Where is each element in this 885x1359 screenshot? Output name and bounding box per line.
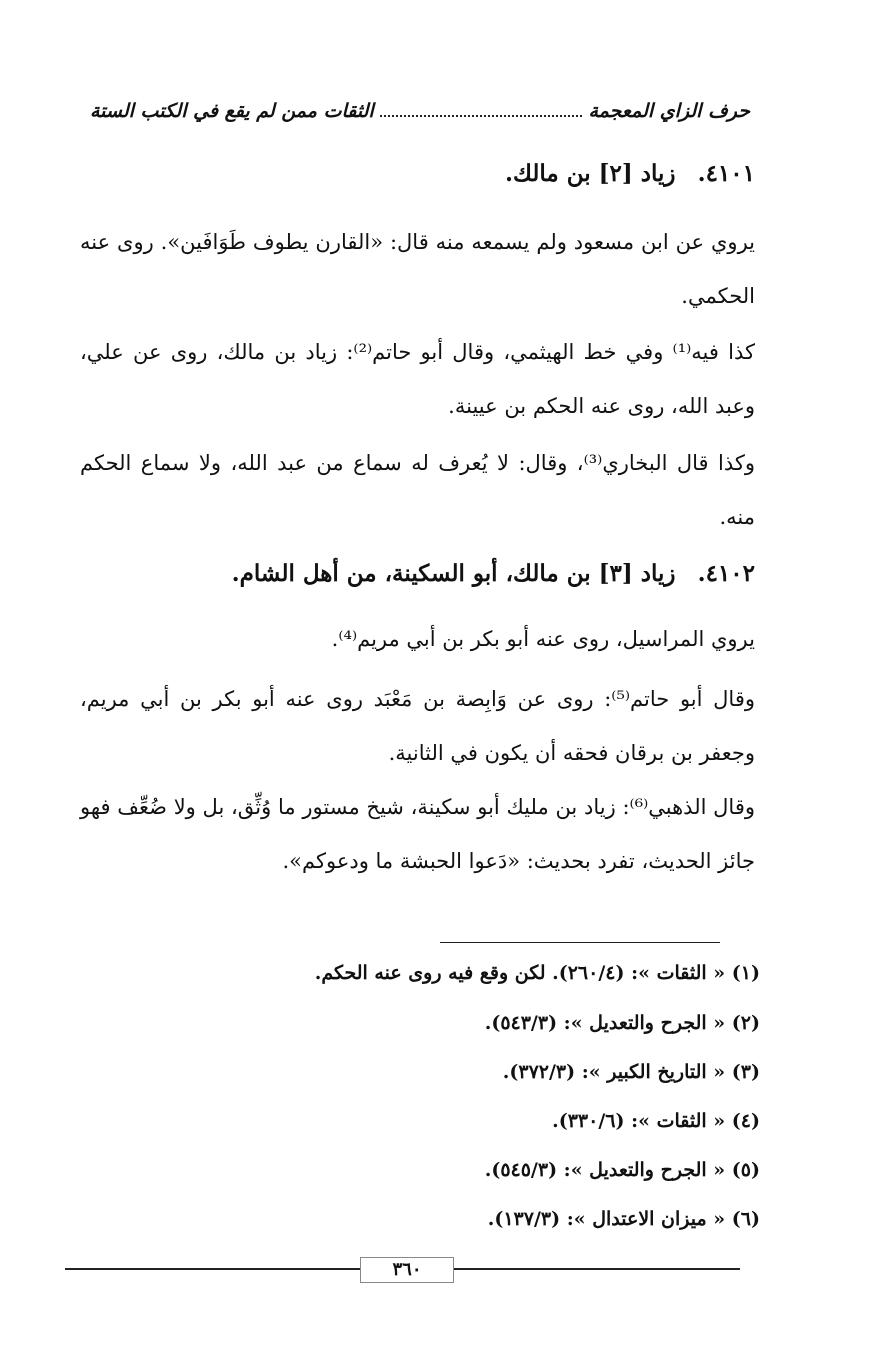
entry-heading bbox=[232, 560, 755, 587]
header-book-title: الثقات ممن لم يقع في الكتب الستة bbox=[90, 100, 374, 122]
entry-number: ٤١٠١. bbox=[697, 160, 755, 187]
header-dotted-leader bbox=[380, 105, 583, 117]
footnote: (٤) « الثقات »: (٣٣٠/٦). bbox=[552, 1110, 760, 1132]
entry-title: زياد [٢] بن مالك. bbox=[504, 160, 676, 187]
entry-heading bbox=[505, 160, 755, 187]
footnote: (٦) « ميزان الاعتدال »: (١٣٧/٣). bbox=[487, 1208, 760, 1230]
entry-paragraph: وقال أبو حاتم⁽⁵⁾: روى عن وَابِصة بن مَعْبَد روى عنه أبو بكر بن أبي مريم، وجعفر بن برقان فحقه أن يكون في الثانية. bbox=[80, 687, 755, 765]
entry-paragraph: كذا فيه⁽¹⁾ وفي خط الهيثمي، وقال أبو حاتم⁽²⁾: زياد بن مالك، روى عن علي، وعبد الله، روى عنه الحكم بن عيينة. bbox=[80, 340, 755, 418]
entry-paragraph: يروي المراسيل، روى عنه أبو بكر بن أبي مريم⁽⁴⁾. bbox=[331, 627, 755, 651]
page-number: ٣٦٠ bbox=[360, 1257, 454, 1283]
footnote-separator bbox=[440, 942, 720, 943]
footnote: (٢) « الجرح والتعديل »: (٥٤٣/٣). bbox=[484, 1012, 760, 1034]
entry-title: زياد [٣] بن مالك، أبو السكينة، من أهل الشام. bbox=[231, 560, 676, 587]
entry-paragraph: يروي عن ابن مسعود ولم يسمعه منه قال: «القارن يطوف طَوَافَين». روى عنه الحكمي. bbox=[80, 230, 755, 308]
footnote: (٥) « الجرح والتعديل »: (٥٤٥/٣). bbox=[484, 1159, 760, 1181]
entry-number: ٤١٠٢. bbox=[697, 560, 755, 587]
entry-paragraph: وقال الذهبي⁽⁶⁾: زياد بن مليك أبو سكينة، شيخ مستور ما وُثِّق، بل ولا ضُعِّف فهو جائز الحديث، تفرد بحديث: «دَعوا الحبشة ما ودعوكم». bbox=[80, 795, 755, 873]
entry-paragraph: وكذا قال البخاري⁽³⁾، وقال: لا يُعرف له سماع من عبد الله، ولا سماع الحكم منه. bbox=[80, 451, 755, 529]
running-header bbox=[90, 100, 750, 122]
footnote: (٣) « التاريخ الكبير »: (٣٧٢/٣). bbox=[502, 1061, 760, 1083]
header-chapter-title: حرف الزاي المعجمة bbox=[588, 100, 750, 122]
footnote: (١) « الثقات »: (٢٦٠/٤). لكن وقع فيه روى عنه الحكم. bbox=[314, 962, 760, 984]
